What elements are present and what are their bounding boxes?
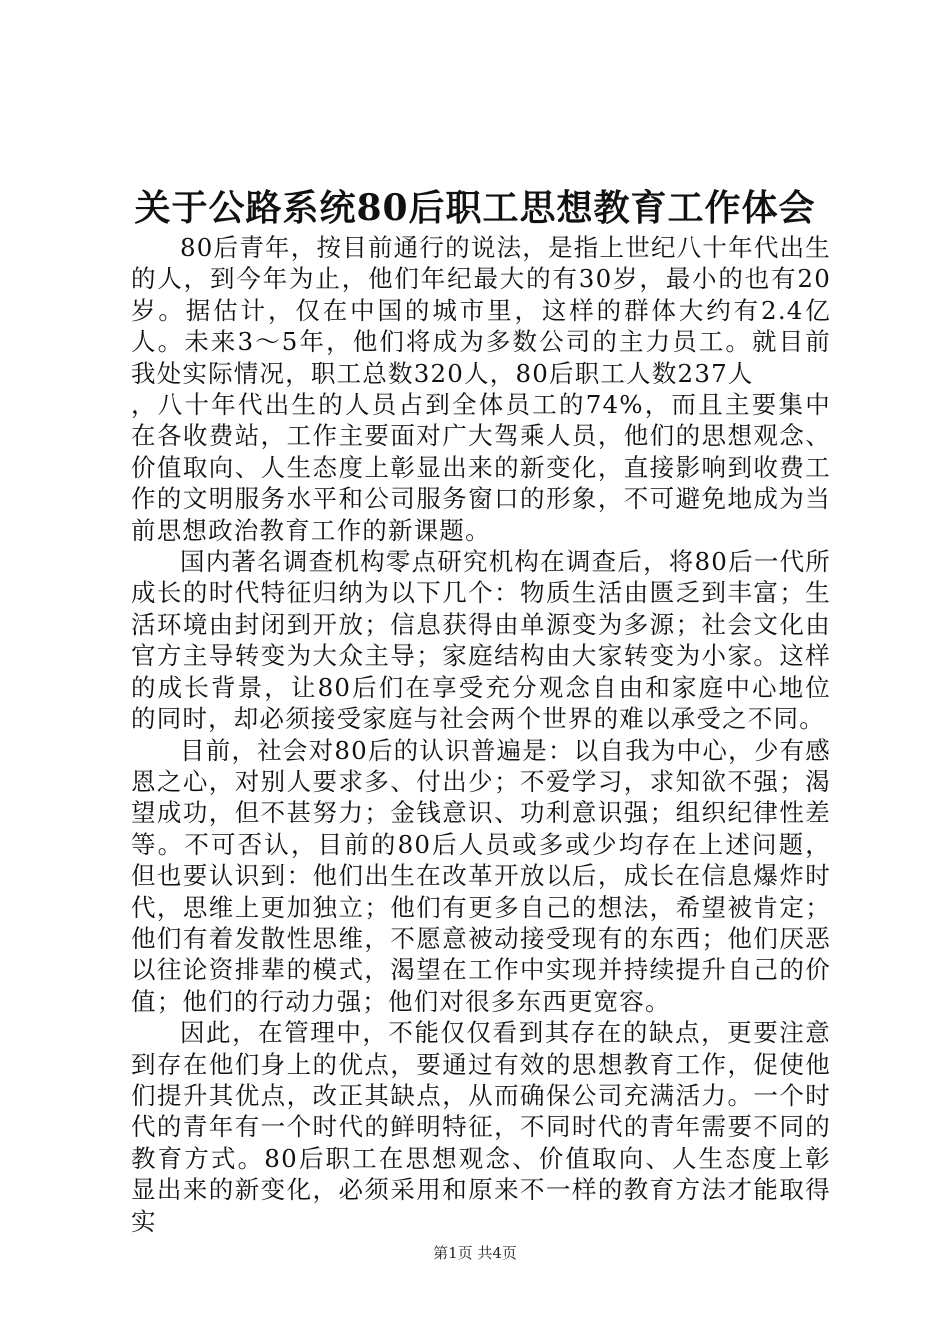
paragraph-research: 国内著名调查机构零点研究机构在调查后，将80后一代所成长的时代特征归纳为以下几个：物质生活由匮乏到丰富；生活环境由封闭到开放；信息获得由单源变为多源；社会文化由官方主导转变为大众主导；家庭结构由大家转变为小家。这样的成长背景，让80后们在享受充分观念自由和家庭中心地位的同时，却必须接受家庭与社会两个世界的难以承受之不同。 bbox=[131, 547, 831, 734]
document-body bbox=[131, 232, 831, 1237]
paragraph-intro: 80后青年，按目前通行的说法，是指上世纪八十年代出生的人，到今年为止，他们年纪最大的有30岁，最小的也有20岁。据估计，仅在中国的城市里，这样的群体大约有2.4亿人。未来3～5年，他们将成为多数公司的主力员工。就目前我处实际情况，职工总数320人，80后职工人数237人 bbox=[131, 233, 831, 388]
document-title: 关于公路系统80后职工思想教育工作体会 bbox=[134, 187, 816, 229]
paragraph-management: 因此，在管理中，不能仅仅看到其存在的缺点，更要注意到存在他们身上的优点，要通过有效的思想教育工作，促使他们提升其优点，改正其缺点，从而确保公司充满活力。一个时代的青年有一个时代的鲜明特征，不同时代的青年需要不同的教育方式。80后职工在思想观念、价值取向、人生态度上彰显出来的新变化，必须采用和原来不一样的教育方法才能取得实 bbox=[131, 1018, 831, 1236]
page-footer: 第1页 共4页 bbox=[433, 1244, 517, 1262]
paragraph-statistics: ，八十年代出生的人员占到全体员工的74%，而且主要集中在各收费站，工作主要面对广大驾乘人员，他们的思想观念、价值取向、人生态度上彰显出来的新变化，直接影响到收费工作的文明服务水平和公司服务窗口的形象，不可避免地成为当前思想政治教育工作的新课题。 bbox=[131, 390, 831, 545]
paragraph-perception: 目前，社会对80后的认识普遍是：以自我为中心，少有感恩之心，对别人要求多、付出少；不爱学习，求知欲不强；渴望成功，但不甚努力；金钱意识、功利意识强；组织纪律性差等。不可否认，目前的80后人员或多或少均存在上述问题，但也要认识到：他们出生在改革开放以后，成长在信息爆炸时代，思维上更加独立；他们有更多自己的想法，希望被肯定；他们有着发散性思维，不愿意被动接受现有的东西；他们厌恶以往论资排辈的模式，渴望在工作中实现并持续提升自己的价值；他们的行动力强；他们对很多东西更宽容。 bbox=[131, 735, 831, 1016]
